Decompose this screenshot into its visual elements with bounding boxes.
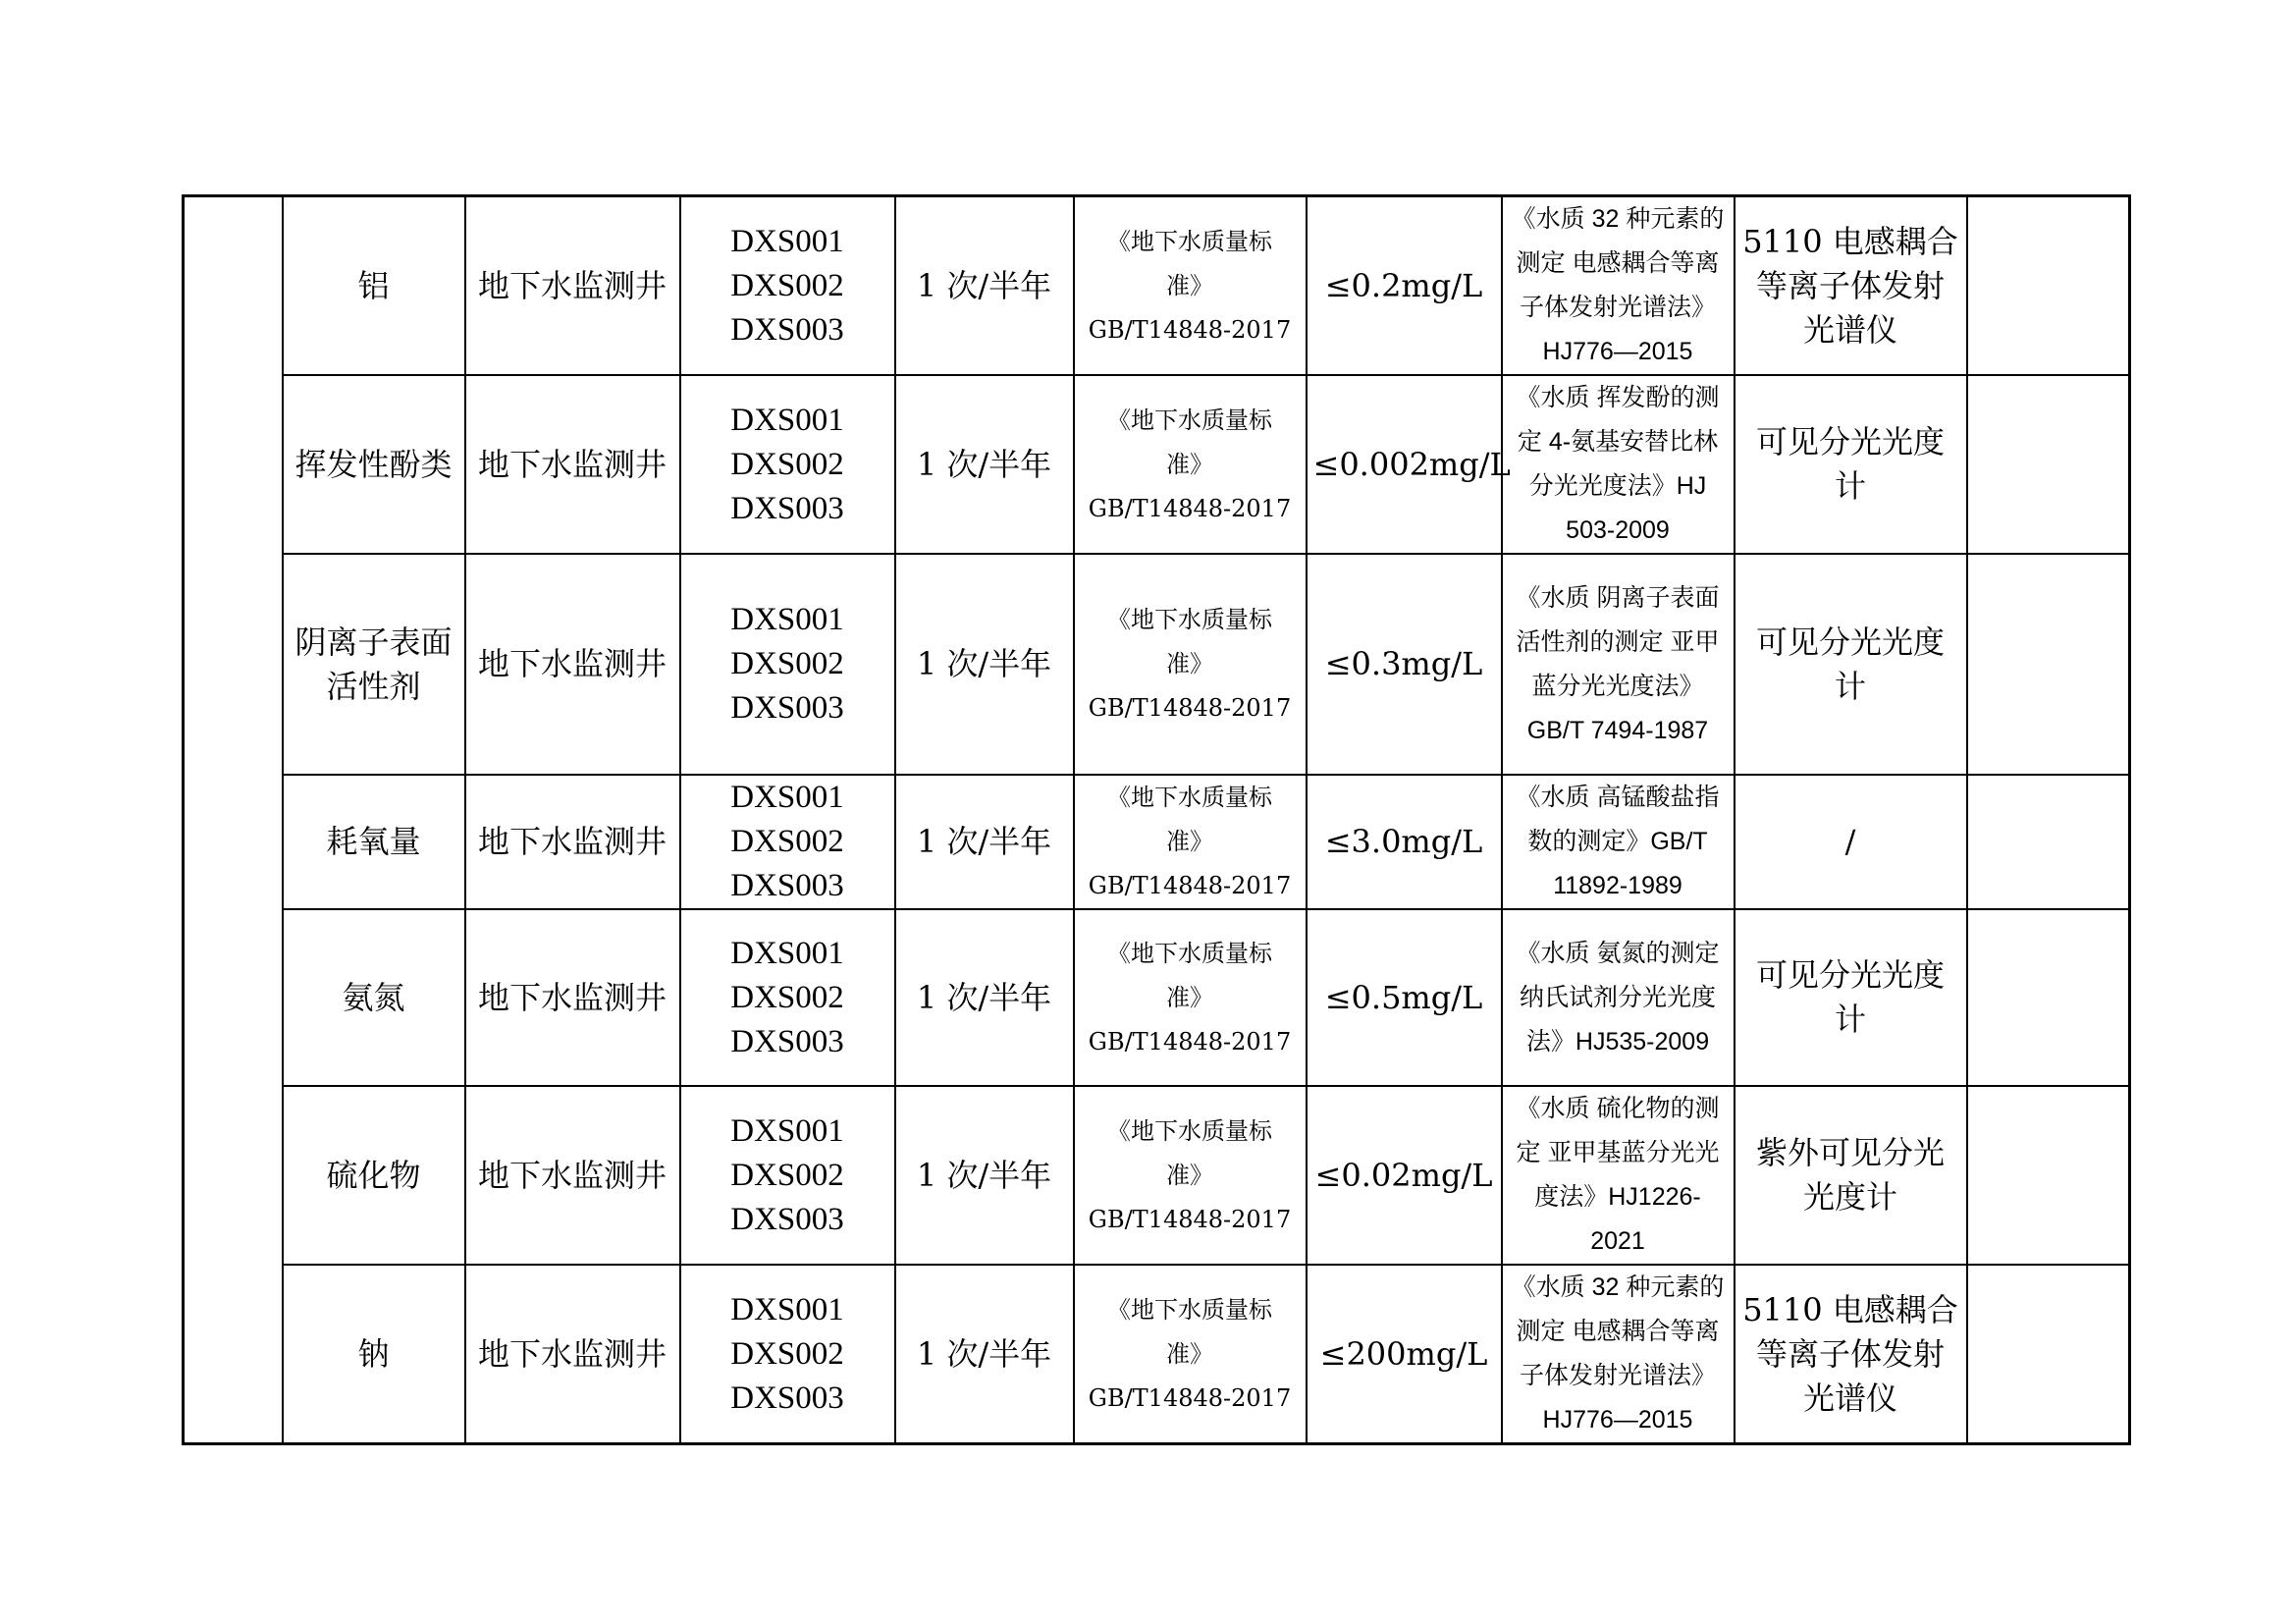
point-id: DXS002 — [730, 824, 844, 859]
location-cell: 地下水监测井 — [465, 375, 680, 554]
standard-line: 《地下水质量标 — [1107, 406, 1272, 434]
limit-cell: ≤0.02mg/L — [1307, 1086, 1502, 1265]
point-id: DXS002 — [730, 446, 844, 482]
point-id: DXS003 — [730, 1380, 844, 1416]
limit-cell: ≤0.3mg/L — [1307, 554, 1502, 775]
monitoring-points-cell — [680, 1265, 895, 1444]
method-cell: 《水质 硫化物的测定 亚甲基蓝分光光度法》HJ1226-2021 — [1502, 1086, 1735, 1265]
monitoring-item-cell: 挥发性酚类 — [283, 375, 465, 554]
standard-line: GB/T14848-2017 — [1088, 872, 1292, 899]
table-row — [184, 909, 2130, 1086]
instrument-cell: 5110 电感耦合等离子体发射光谱仪 — [1735, 1265, 1967, 1444]
limit-cell: ≤0.2mg/L — [1307, 196, 1502, 376]
point-id: DXS001 — [730, 780, 844, 815]
instrument-cell: 可见分光光度计 — [1735, 554, 1967, 775]
standard-line: GB/T14848-2017 — [1088, 315, 1292, 344]
frequency-cell: 1 次/半年 — [895, 196, 1074, 376]
monitoring-points-cell — [680, 775, 895, 909]
method-cell: 《水质 氨氮的测定 纳氏试剂分光光度法》HJ535-2009 — [1502, 909, 1735, 1086]
standard-line: GB/T14848-2017 — [1088, 694, 1292, 722]
standard-line: 《地下水质量标 — [1107, 1295, 1272, 1324]
monitoring-points-cell — [680, 909, 895, 1086]
location-cell: 地下水监测井 — [465, 196, 680, 376]
standard-line: 准》 — [1166, 450, 1213, 478]
remark-cell — [1967, 554, 2130, 775]
standard-line: 《地下水质量标 — [1107, 1116, 1272, 1145]
limit-cell: ≤0.002mg/L — [1307, 375, 1502, 554]
remark-cell — [1967, 1265, 2130, 1444]
standard-line: GB/T14848-2017 — [1088, 1027, 1292, 1056]
remark-cell — [1967, 1086, 2130, 1265]
standard-line: 《地下水质量标 — [1107, 606, 1272, 633]
point-id: DXS003 — [730, 490, 844, 526]
monitoring-item-cell: 硫化物 — [283, 1086, 465, 1265]
monitoring-points-cell — [680, 196, 895, 376]
limit-cell: ≤200mg/L — [1307, 1265, 1502, 1444]
point-id: DXS002 — [730, 979, 844, 1015]
instrument-cell: 可见分光光度计 — [1735, 909, 1967, 1086]
frequency-cell: 1 次/半年 — [895, 1265, 1074, 1444]
point-id: DXS001 — [730, 402, 844, 438]
monitoring-points-cell — [680, 554, 895, 775]
instrument-cell: 5110 电感耦合等离子体发射光谱仪 — [1735, 196, 1967, 376]
point-id: DXS001 — [730, 935, 844, 971]
standard-cell — [1074, 196, 1307, 376]
table-row — [184, 196, 2130, 376]
standard-line: 准》 — [1166, 1161, 1213, 1189]
standard-line: 《地下水质量标 — [1107, 227, 1272, 255]
point-id: DXS003 — [730, 1201, 844, 1237]
frequency-cell: 1 次/半年 — [895, 909, 1074, 1086]
method-cell: 《水质 高锰酸盐指数的测定》GB/T 11892-1989 — [1502, 775, 1735, 909]
merged-category-cell — [184, 196, 283, 1444]
point-id: DXS001 — [730, 602, 844, 637]
point-id: DXS002 — [730, 267, 844, 303]
point-id: DXS002 — [730, 1157, 844, 1193]
method-cell: 《水质 32 种元素的测定 电感耦合等离子体发射光谱法》HJ776—2015 — [1502, 1265, 1735, 1444]
standard-line: 准》 — [1166, 1339, 1213, 1368]
point-id: DXS002 — [730, 646, 844, 681]
monitoring-item-cell: 氨氮 — [283, 909, 465, 1086]
monitoring-item-cell: 铝 — [283, 196, 465, 376]
location-cell: 地下水监测井 — [465, 1265, 680, 1444]
location-cell: 地下水监测井 — [465, 775, 680, 909]
instrument-cell: 紫外可见分光光度计 — [1735, 1086, 1967, 1265]
point-id: DXS003 — [730, 868, 844, 903]
standard-line: 准》 — [1166, 983, 1213, 1011]
method-cell: 《水质 挥发酚的测定 4-氨基安替比林分光光度法》HJ 503-2009 — [1502, 375, 1735, 554]
standard-line: 准》 — [1166, 828, 1213, 855]
remark-cell — [1967, 375, 2130, 554]
point-id: DXS001 — [730, 1112, 844, 1149]
table-row — [184, 1086, 2130, 1265]
standard-line: GB/T14848-2017 — [1088, 1205, 1292, 1233]
table-row — [184, 554, 2130, 775]
point-id: DXS001 — [730, 223, 844, 259]
table-row — [184, 775, 2130, 909]
limit-cell: ≤3.0mg/L — [1307, 775, 1502, 909]
remark-cell — [1967, 909, 2130, 1086]
monitoring-item-cell: 耗氧量 — [283, 775, 465, 909]
instrument-cell: 可见分光光度计 — [1735, 375, 1967, 554]
standard-cell — [1074, 554, 1307, 775]
point-id: DXS003 — [730, 311, 844, 348]
standard-line: 《地下水质量标 — [1107, 784, 1272, 811]
standard-cell — [1074, 909, 1307, 1086]
table-row — [184, 1265, 2130, 1444]
limit-cell: ≤0.5mg/L — [1307, 909, 1502, 1086]
instrument-cell: / — [1735, 775, 1967, 909]
location-cell: 地下水监测井 — [465, 1086, 680, 1265]
frequency-cell: 1 次/半年 — [895, 1086, 1074, 1265]
table-row — [184, 375, 2130, 554]
standard-line: GB/T14848-2017 — [1088, 494, 1292, 522]
standard-line: 准》 — [1166, 650, 1213, 677]
method-cell: 《水质 32 种元素的测定 电感耦合等离子体发射光谱法》HJ776—2015 — [1502, 196, 1735, 376]
frequency-cell: 1 次/半年 — [895, 554, 1074, 775]
point-id: DXS003 — [730, 690, 844, 726]
point-id: DXS003 — [730, 1023, 844, 1059]
monitoring-points-cell — [680, 375, 895, 554]
frequency-cell: 1 次/半年 — [895, 375, 1074, 554]
point-id: DXS002 — [730, 1335, 844, 1372]
monitoring-item-cell: 钠 — [283, 1265, 465, 1444]
standard-cell — [1074, 375, 1307, 554]
location-cell: 地下水监测井 — [465, 909, 680, 1086]
remark-cell — [1967, 775, 2130, 909]
standard-line: 准》 — [1166, 271, 1213, 299]
standard-line: 《地下水质量标 — [1107, 939, 1272, 967]
point-id: DXS001 — [730, 1291, 844, 1327]
table-body — [184, 196, 2130, 1444]
monitoring-item-cell: 阴离子表面活性剂 — [283, 554, 465, 775]
method-cell: 《水质 阴离子表面活性剂的测定 亚甲蓝分光光度法》GB/T 7494-1987 — [1502, 554, 1735, 775]
frequency-cell: 1 次/半年 — [895, 775, 1074, 909]
standard-cell — [1074, 1265, 1307, 1444]
location-cell: 地下水监测井 — [465, 554, 680, 775]
standard-cell — [1074, 775, 1307, 909]
standard-line: GB/T14848-2017 — [1088, 1383, 1292, 1412]
monitoring-table — [182, 194, 2131, 1445]
remark-cell — [1967, 196, 2130, 376]
monitoring-points-cell — [680, 1086, 895, 1265]
standard-cell — [1074, 1086, 1307, 1265]
